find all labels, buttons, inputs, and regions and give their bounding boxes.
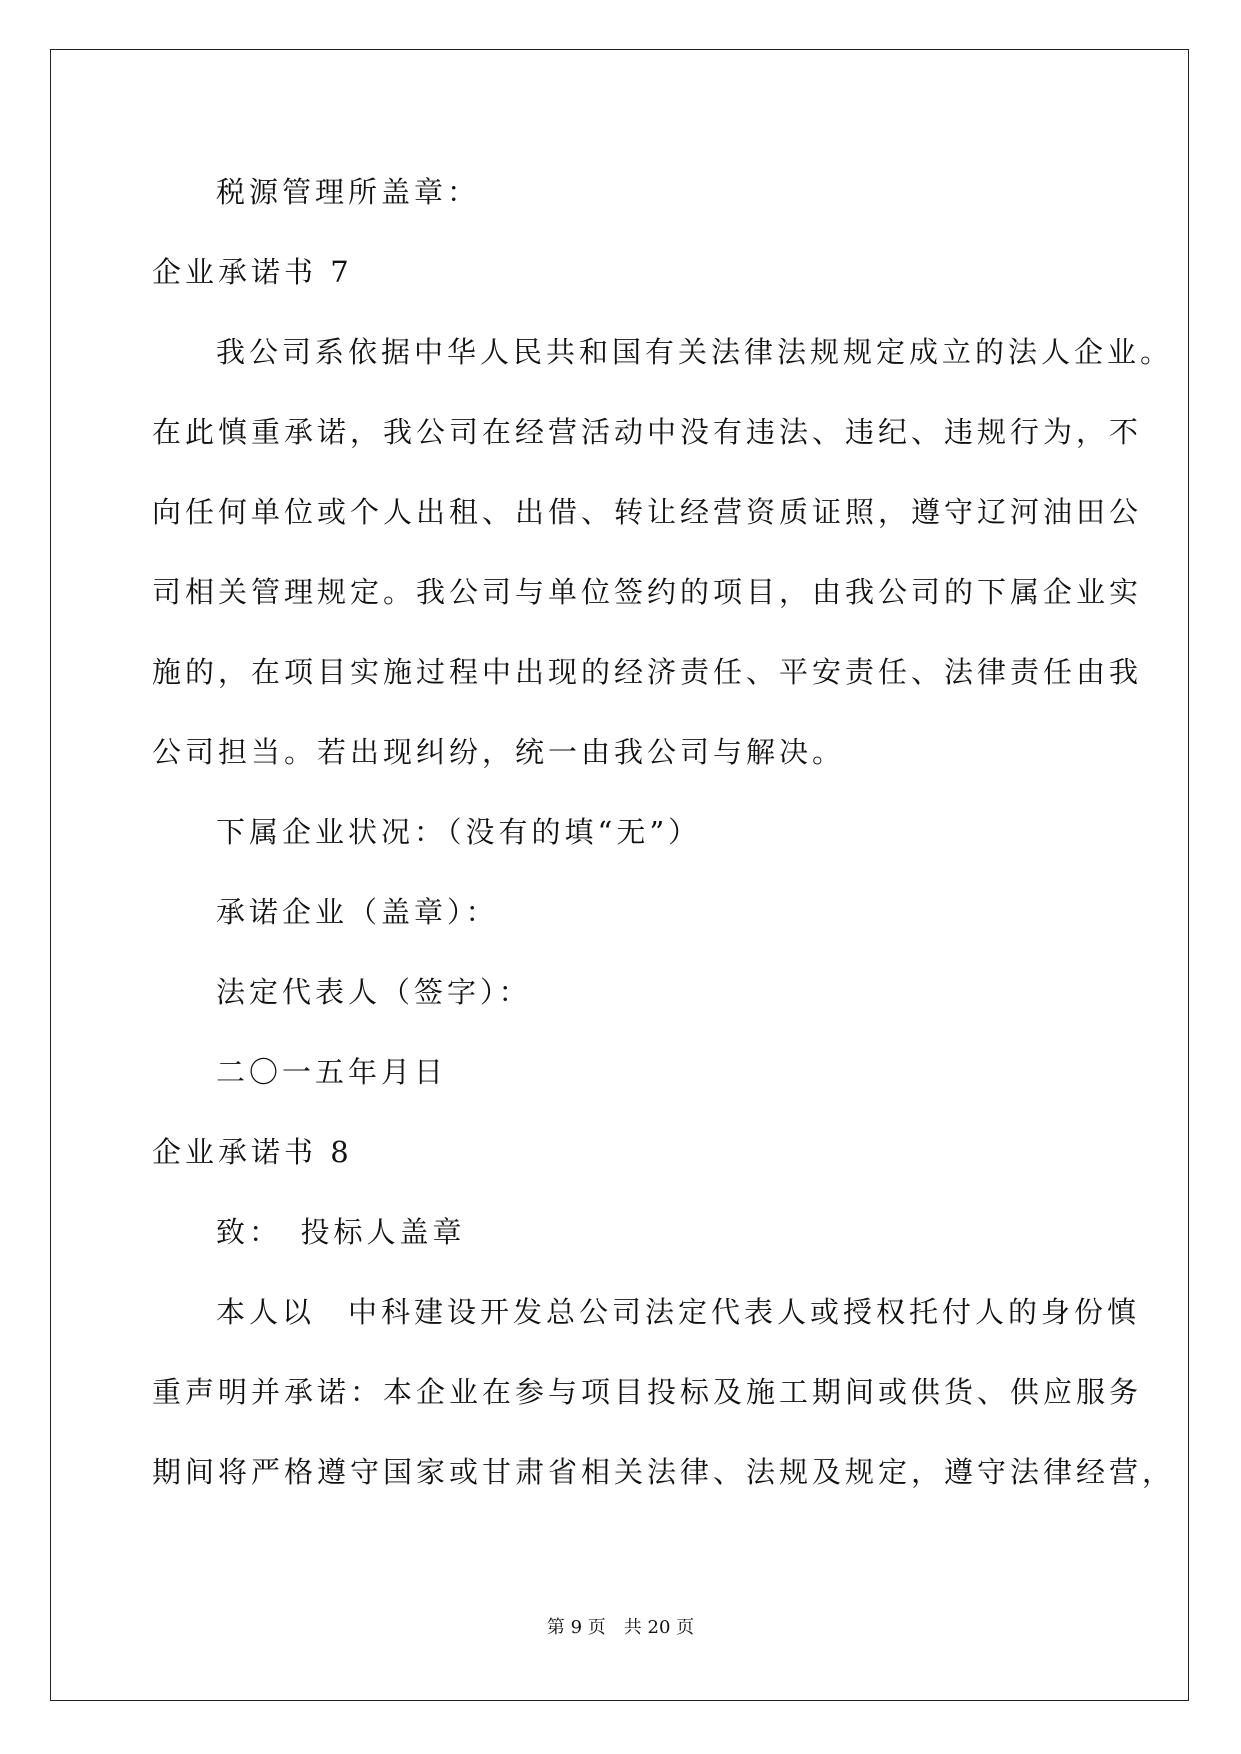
legal-representative-line: 法定代表人（签字）： — [216, 975, 532, 1009]
paragraph-line: 期间将严格遵守国家或甘肃省相关法律、法规及规定，遵守法律经营， — [152, 1455, 1176, 1489]
committing-company-line: 承诺企业（盖章）： — [216, 895, 499, 929]
page-total: 共 20 页 — [623, 1617, 695, 1638]
paragraph-line: 我公司系依据中华人民共和国有关法律法规规定成立的法人企业。 — [216, 335, 1174, 369]
date-line: 二〇一五年月日 — [216, 1055, 448, 1089]
subsidiary-status-line: 下属企业状况：（没有的填“无”） — [216, 815, 702, 849]
paragraph-line: 在此慎重承诺，我公司在经营活动中没有违法、违纪、违规行为，不 — [152, 415, 1143, 449]
paragraph-line: 施的，在项目实施过程中出现的经济责任、平安责任、法律责任由我 — [152, 655, 1143, 689]
page-footer — [0, 1616, 1241, 1640]
paragraph-line: 重声明并承诺：本企业在参与项目投标及施工期间或供货、供应服务 — [152, 1375, 1143, 1409]
paragraph-line: 向任何单位或个人出租、出借、转让经营资质证照，遵守辽河油田公 — [152, 495, 1143, 529]
section-heading-7: 企业承诺书 7 — [152, 255, 353, 289]
paragraph-line: 本人以 中科建设开发总公司法定代表人或授权托付人的身份慎 — [216, 1295, 1141, 1329]
page-number: 第 9 页 — [546, 1617, 606, 1638]
section-heading-8: 企业承诺书 8 — [152, 1135, 353, 1169]
paragraph-line: 司相关管理规定。我公司与单位签约的项目，由我公司的下属企业实 — [152, 575, 1143, 609]
paragraph-line: 公司担当。若出现纠纷，统一由我公司与解决。 — [152, 735, 846, 769]
addressee-line: 致： 投标人盖章 — [216, 1215, 466, 1249]
stamp-line: 税源管理所盖章： — [216, 175, 481, 209]
